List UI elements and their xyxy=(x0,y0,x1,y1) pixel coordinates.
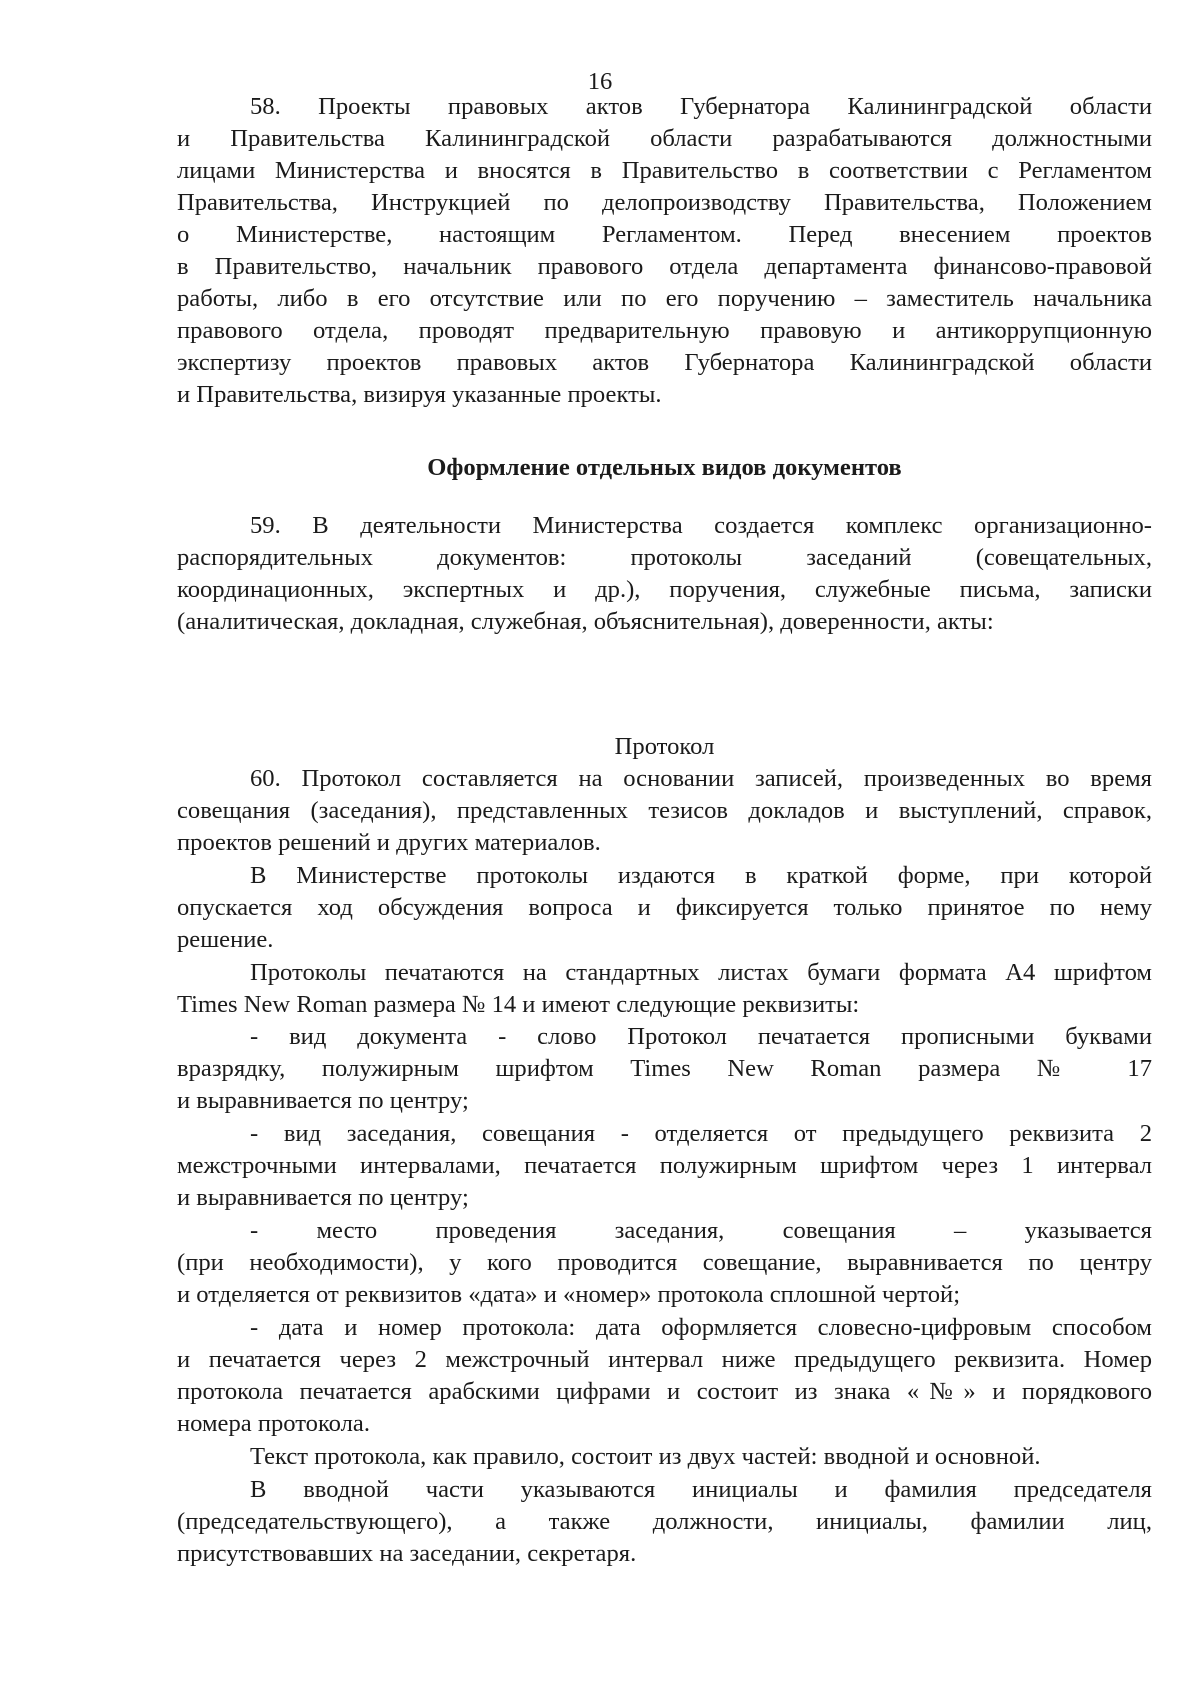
text-line: 60. Протокол составляется на основании записей, произведенных во время xyxy=(250,765,1152,792)
text-line: о Министерстве, настоящим Регламентом. Перед внесением проектов xyxy=(177,221,1152,248)
text-line: и отделяется от реквизитов «дата» и «номер» протокола сплошной чертой; xyxy=(177,1281,961,1308)
text-line: - место проведения заседания, совещания – указывается xyxy=(250,1217,1152,1244)
text-line: номера протокола. xyxy=(177,1410,370,1437)
text-line: и Правительства, визируя указанные проекты. xyxy=(177,381,662,408)
text-line: работы, либо в его отсутствие или по его поручению – заместитель начальника xyxy=(177,285,1152,312)
text-line: проектов решений и других материалов. xyxy=(177,829,601,856)
page-number: 16 xyxy=(587,68,613,95)
text-line: вразрядку, полужирным шрифтом Times New Roman размера № 17 xyxy=(177,1055,1152,1082)
text-line: Текст протокола, как правило, состоит из двух частей: вводной и основной. xyxy=(250,1443,1041,1470)
text-line: лицами Министерства и вносятся в Правительство в соответствии с Регламентом xyxy=(177,157,1152,184)
text-line: 59. В деятельности Министерства создается комплекс организационно- xyxy=(250,512,1152,539)
text-line: Times New Roman размера № 14 и имеют следующие реквизиты: xyxy=(177,991,860,1018)
text-line: - дата и номер протокола: дата оформляется словесно-цифровым способом xyxy=(250,1314,1152,1341)
text-line: правового отдела, проводят предварительную правовую и антикоррупционную xyxy=(177,317,1152,344)
text-line: протокола печатается арабскими цифрами и состоит из знака «№» и порядкового xyxy=(177,1378,1152,1405)
text-line: - вид заседания, совещания - отделяется от предыдущего реквизита 2 xyxy=(250,1120,1152,1147)
text-line: (аналитическая, докладная, служебная, объяснительная), доверенности, акты: xyxy=(177,608,994,635)
text-line: В вводной части указываются инициалы и фамилия председателя xyxy=(250,1476,1152,1503)
text-line: и Правительства Калининградской области разрабатываются должностными xyxy=(177,125,1152,152)
text-line: 58. Проекты правовых актов Губернатора Калининградской области xyxy=(250,93,1152,120)
text-line: и выравнивается по центру; xyxy=(177,1087,469,1114)
text-line: присутствовавших на заседании, секретаря. xyxy=(177,1540,637,1567)
text-line: и печатается через 2 межстрочный интервал ниже предыдущего реквизита. Номер xyxy=(177,1346,1152,1373)
text-line: распорядительных документов: протоколы заседаний (совещательных, xyxy=(177,544,1152,571)
text-line: (при необходимости), у кого проводится совещание, выравнивается по центру xyxy=(177,1249,1152,1276)
text-line: - вид документа - слово Протокол печатается прописными буквами xyxy=(250,1023,1152,1050)
text-line: в Правительство, начальник правового отдела департамента финансово-правовой xyxy=(177,253,1152,280)
text-line: экспертизу проектов правовых актов Губернатора Калининградской области xyxy=(177,349,1152,376)
protocol-subheading: Протокол xyxy=(614,733,715,760)
text-line: совещания (заседания), представленных тезисов докладов и выступлений, справок, xyxy=(177,797,1152,824)
text-line: и выравнивается по центру; xyxy=(177,1184,469,1211)
text-line: В Министерстве протоколы издаются в краткой форме, при которой xyxy=(250,862,1152,889)
text-line: (председательствующего), а также должности, инициалы, фамилии лиц, xyxy=(177,1508,1152,1535)
text-line: Правительства, Инструкцией по делопроизводству Правительства, Положением xyxy=(177,189,1152,216)
section-heading: Оформление отдельных видов документов xyxy=(427,454,902,481)
text-line: координационных, экспертных и др.), поручения, служебные письма, записки xyxy=(177,576,1152,603)
text-line: опускается ход обсуждения вопроса и фиксируется только принятое по нему xyxy=(177,894,1152,921)
text-line: решение. xyxy=(177,926,274,953)
text-line: межстрочными интервалами, печатается полужирным шрифтом через 1 интервал xyxy=(177,1152,1152,1179)
text-line: Протоколы печатаются на стандартных листах бумаги формата А4 шрифтом xyxy=(250,959,1152,986)
